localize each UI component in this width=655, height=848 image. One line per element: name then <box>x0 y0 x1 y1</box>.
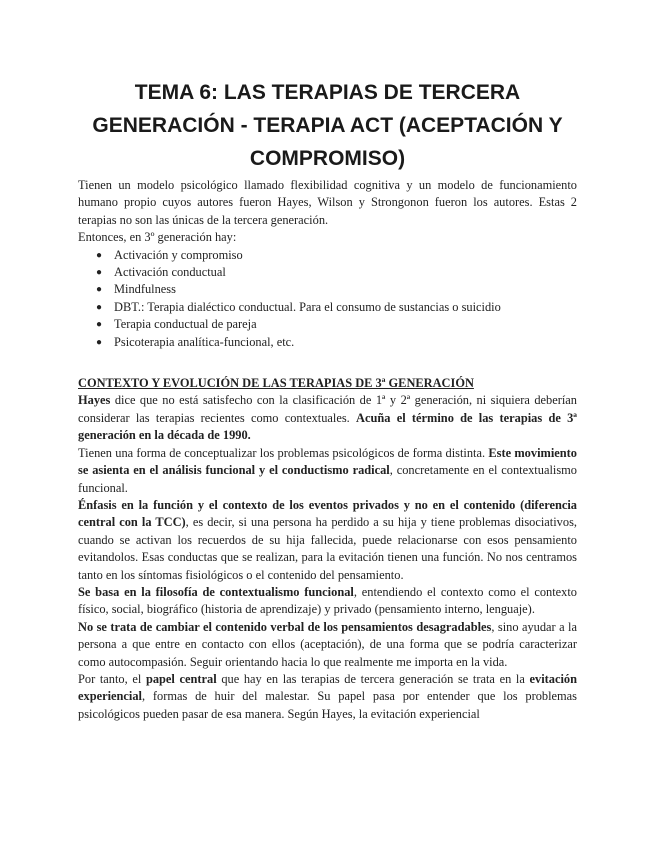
paragraph-filosofia: Se basa en la filosofía de contextualismo funcional, entendiendo el contexto como el contexto físico, social, biográfico (historia de aprendizaje) y privado (pensamiento interno, lenguaje). <box>78 584 577 617</box>
bullet-icon: ● <box>96 284 103 296</box>
bullet-icon: ● <box>96 319 103 331</box>
intro-paragraph: Tienen un modelo psicológico llamado flexibilidad cognitiva y un modelo de funcionamiento humano propio cuyos autores fueron Hayes, Wilson y Strongonon fueron los autores. Estas 2 terapias no son las únicas de la tercera generación. <box>78 178 577 227</box>
paragraph-papel-central: Por tanto, el papel central que hay en las terapias de tercera generación se trata en la evitación experiencial, formas de huir del malestar. Su papel pasa por entender que los problemas psicológicos pueden pasar de esa manera. Según Hayes, la evitación experiencial <box>78 671 577 721</box>
paragraph-conceptualizar: Tienen una forma de conceptualizar los problemas psicológicos de forma distinta. Este movimiento se asienta en el análisis funcional y el conductismo radical, concretamente en el contextualismo funcional. <box>78 445 577 495</box>
bullet-icon: ● <box>96 336 103 348</box>
paragraph-contenido-verbal: No se trata de cambiar el contenido verbal de los pensamientos desagradables, sino ayudar a la persona a que entre en contacto con ellos (aceptación), de una forma que se podría caracterizar como autocompasión. Seguir orientando hacia lo que realmente me importa en la vida. <box>78 619 577 669</box>
bullet-icon: ● <box>96 267 103 279</box>
list-item: ● Psicoterapia analítica-funcional, etc. <box>114 334 577 351</box>
section-heading: CONTEXTO Y EVOLUCIÓN DE LAS TERAPIAS DE 3ª GENERACIÓN <box>78 376 474 391</box>
title-line-1: TEMA 6: LAS TERAPIAS DE TERCERA <box>134 81 521 104</box>
therapies-list <box>78 247 577 351</box>
page-title <box>78 76 577 175</box>
bullet-icon: ● <box>96 249 103 261</box>
list-intro: Entonces, en 3º generación hay: <box>78 230 237 245</box>
title-line-3: COMPROMISO) <box>249 147 406 170</box>
bullet-icon: ● <box>96 301 103 313</box>
paragraph-hayes: Hayes dice que no está satisfecho con la clasificación de 1ª y 2ª generación, ni siquiera deberían considerar las terapias recientes como contextuales. Acuña el término de las terapias de 3ª generación en la década de 1990. <box>78 393 577 443</box>
list-item: ● Activación conductual <box>114 264 577 281</box>
paragraph-enfasis: Énfasis en la función y el contexto de los eventos privados y no en el contenido (diferencia central con la TCC), es decir, si una persona ha perdido a su hija y tiene problemas disociativos, cuando se activan los recuerdos de su hija fallecida, puede relacionarse con esos pensamiento evitandolos. Esas conductas que se realizan, para la evitación tienen una función. No nos centramos tanto en los síntomas fisiológicos o el contenido del pensamiento. <box>78 497 577 582</box>
list-item: ● Terapia conductual de pareja <box>114 316 577 333</box>
list-item: ● Mindfulness <box>114 281 577 298</box>
title-line-2: GENERACIÓN - TERAPIA ACT (ACEPTACIÓN Y <box>92 114 563 137</box>
list-item: ● DBT.: Terapia dialéctico conductual. Para el consumo de sustancias o suicidio <box>114 299 577 316</box>
list-item: ● Activación y compromiso <box>114 247 577 264</box>
